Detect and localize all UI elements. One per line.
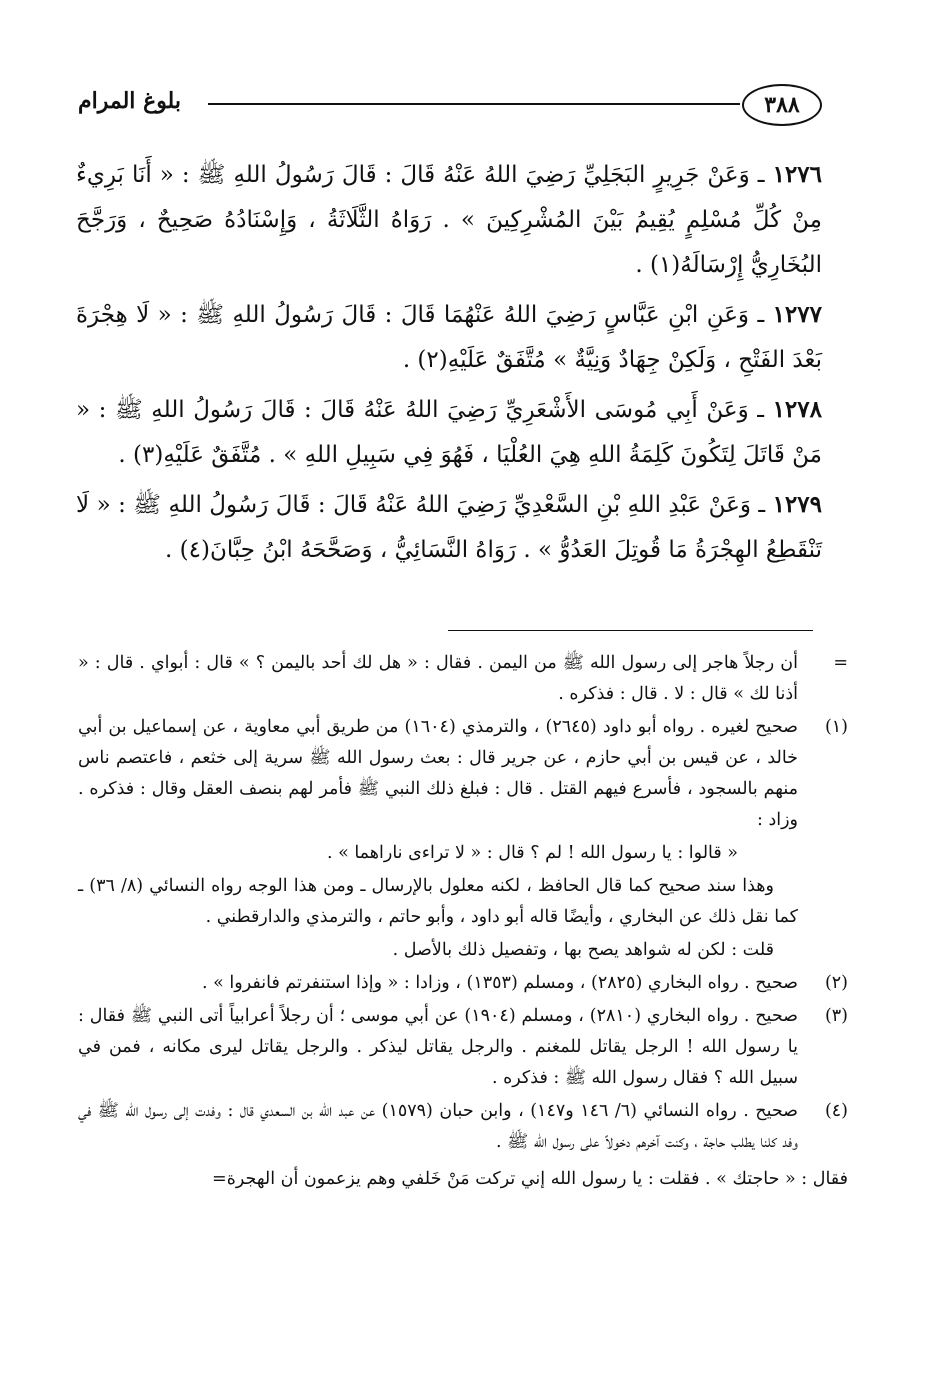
footnote-text: أن رجلاً هاجر إلى رسول الله ﷺ من اليمن . فقال : « هل لك أحد باليمن ؟ » قال : أبواي . قال : « أذنا لك » قال : لا . قال : فذكره .	[78, 653, 798, 704]
footnote-2	[78, 968, 848, 999]
header-rule	[208, 103, 740, 105]
hadith-1278	[76, 387, 822, 478]
hadith-1277	[76, 292, 822, 383]
hadith-number: ١٢٧٩	[772, 491, 822, 518]
footnote-1-quote	[78, 838, 848, 869]
footnote-text: « قالوا : يا رسول الله ! لم ؟ قال : « لا تراءى ناراهما » .	[326, 843, 738, 863]
hadith-text: ـ وَعَنْ جَرِيرٍ البَجَلِيِّ رَضِيَ اللهُ عَنْهُ قَالَ : قَالَ رَسُولُ اللهِ ﷺ : « أَنَا بَرِيءٌ مِنْ كُلِّ مُسْلِمٍ يُقِيمُ بَيْنَ المُشْرِكِينَ » . رَوَاهُ الثَّلَاثَةُ ، وَإِسْنَادُهُ صَحِيحٌ ، وَرَجَّحَ البُخَارِيُّ إِرْسَالَهُ(١) .	[76, 162, 822, 278]
footnote-1-comment	[78, 871, 848, 933]
footnote-1-note	[78, 935, 848, 966]
hadith-text: ـ وَعَنِ ابْنِ عَبَّاسٍ رَضِيَ اللهُ عَنْهُمَا قَالَ : قَالَ رَسُولُ اللهِ ﷺ : « لَا هِجْرَةَ بَعْدَ الفَتْحِ ، وَلَكِنْ جِهَادٌ وَنِيَّةٌ » مُتَّفَقٌ عَلَيْهِ(٢) .	[76, 302, 822, 373]
footnote-text: صحيح . رواه البخاري (٢٨١٠) ، ومسلم (١٩٠٤) عن أبي موسى ؛ أن رجلاً أعرابياً أتى النبي ﷺ فقال : يا رسول الله ! الرجل يقاتل للمغنم . والرجل يقاتل ليذكر . والرجل يقاتل ليرى مكانه ، فمن في سبيل الله ؟ فقال رسول الله ﷺ : فذكره .	[78, 1006, 798, 1088]
footnote-4	[78, 1096, 848, 1158]
hadith-number: ١٢٧٦	[772, 161, 822, 188]
footnote-3	[78, 1001, 848, 1094]
hadith-text: ـ وَعَنْ أَبِي مُوسَى الأَشْعَرِيِّ رَضِيَ اللهُ عَنْهُ قَالَ : قَالَ رَسُولُ اللهِ ﷺ : « مَنْ قَاتَلَ لِتَكُونَ كَلِمَةُ اللهِ هِيَ العُلْيَا ، فَهُوَ فِي سَبِيلِ اللهِ » . مُتَّفَقٌ عَلَيْهِ(٣) .	[76, 397, 822, 468]
footnote-marker: =	[833, 653, 848, 673]
footnote-1	[78, 712, 848, 836]
footnote-text: صحيح . رواه البخاري (٢٨٢٥) ، ومسلم (١٣٥٣) ، وزادا : « وإذا استنفرتم فانفروا » .	[202, 973, 798, 993]
hadith-1276	[76, 152, 822, 288]
footnote-text: صحيح . رواه النسائي (٦/ ١٤٦ و١٤٧) ، وابن حبان (١٥٧٩) عن عبد الله بن السعدي قال : وفدت إلى رسول الله ﷺ في وفد كلنا يطلب حاجة ، وكنت آخرهم دخولاً على رسول الله ﷺ .	[78, 1101, 799, 1152]
hadith-1279	[76, 482, 822, 573]
footnote-text: صحيح لغيره . رواه أبو داود (٢٦٤٥) ، والترمذي (١٦٠٤) من طريق أبي معاوية ، عن إسماعيل بن أبي خالد ، عن قيس بن أبي حازم ، عن جرير قال : بعث رسول الله ﷺ سرية إلى خثعم ، فاعتصم ناس منهم بالسجود ، فأسرع فيهم القتل . قال : فبلغ ذلك النبي ﷺ فأمر لهم بنصف العقل وقال : فذكره . وزاد :	[78, 717, 798, 830]
footnote-text: قلت : لكن له شواهد يصح بها ، وتفصيل ذلك بالأصل .	[392, 940, 774, 960]
footnote-text: وهذا سند صحيح كما قال الحافظ ، لكنه معلول بالإرسال ـ ومن هذا الوجه رواه النسائي (٨/ ٣٦) ـ كما نقل ذلك عن البخاري ، وأيضًا قاله أبو داود ، وأبو حاتم ، والترمذي والدارقطني .	[78, 876, 798, 927]
hadith-list	[76, 152, 822, 577]
hadith-text: ـ وَعَنْ عَبْدِ اللهِ بْنِ السَّعْدِيِّ رَضِيَ اللهُ عَنْهُ قَالَ : قَالَ رَسُولُ اللهِ ﷺ : « لَا تَنْقَطِعُ الهِجْرَةُ مَا قُوتِلَ العَدُوُّ » . رَوَاهُ النَّسَائِيُّ ، وَصَحَّحَهُ ابْنُ حِبَّانَ(٤) .	[76, 492, 822, 563]
hadith-number: ١٢٧٨	[772, 396, 822, 423]
footnote-continuation	[78, 648, 848, 710]
footnotes	[78, 648, 848, 1197]
footnote-marker: (٤)	[824, 1101, 848, 1121]
footnote-marker: (٣)	[824, 1006, 848, 1026]
footnote-marker: (٢)	[824, 973, 848, 993]
hadith-number: ١٢٧٧	[772, 301, 822, 328]
footnote-marker: (١)	[824, 717, 848, 737]
page-number: ٣٨٨	[742, 84, 822, 126]
book-title: بلوغ المرام	[78, 88, 181, 114]
footnote-separator	[448, 630, 813, 631]
page-header	[78, 84, 822, 130]
footnote-continuation-next	[78, 1164, 848, 1195]
footnote-text: فقال : « حاجتك » . فقلت : يا رسول الله إني تركت مَنْ خَلفي وهم يزعمون أن الهجرة=	[212, 1169, 848, 1189]
